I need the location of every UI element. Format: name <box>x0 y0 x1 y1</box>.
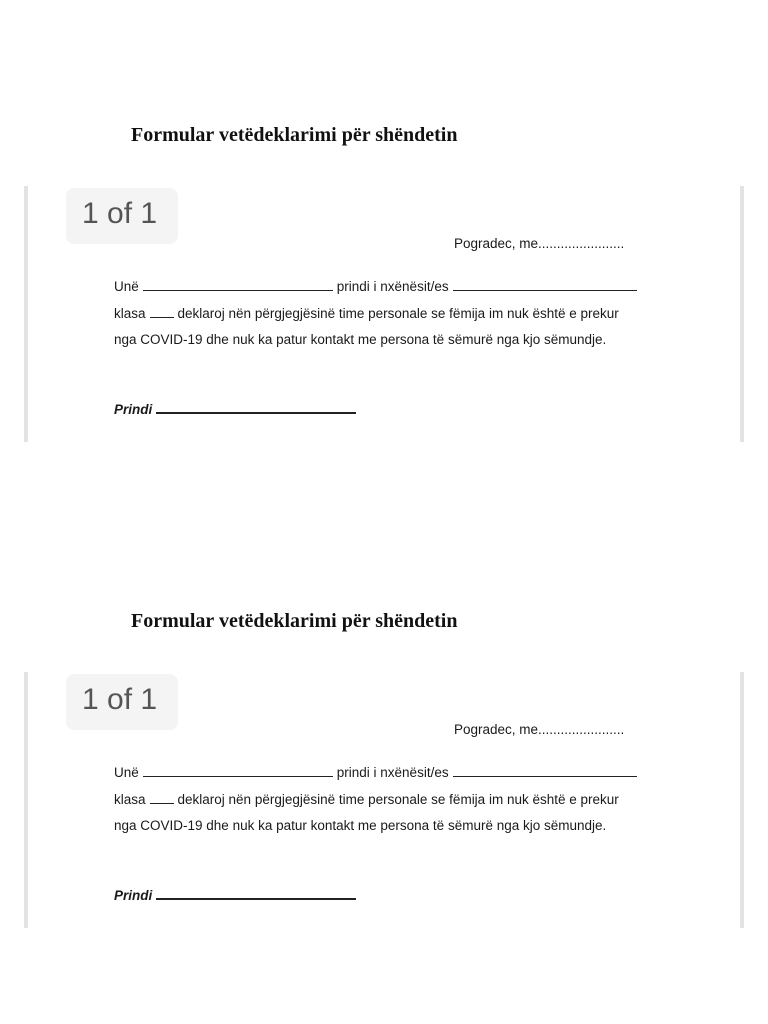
class-blank <box>150 791 174 804</box>
line-text: prindi i nxënësit/es <box>336 279 449 294</box>
signature-line <box>114 886 356 903</box>
form-title: Formular vetëdeklarimi për shëndetin <box>131 610 458 632</box>
signature-blank <box>156 886 356 900</box>
student-name-blank <box>453 764 637 777</box>
form-block-2 <box>0 486 768 946</box>
signature-label: Prindi <box>114 888 153 903</box>
signature-blank <box>156 400 356 414</box>
page-indicator: 1 of 1 <box>66 188 178 244</box>
form-title: Formular vetëdeklarimi për shëndetin <box>131 124 458 146</box>
class-blank <box>150 305 174 318</box>
line-text: klasa <box>114 792 146 807</box>
declaration-line-1 <box>114 764 637 780</box>
declaration-line-3: nga COVID-19 dhe nuk ka patur kontakt me persona të sëmurë nga kjo sëmundje. <box>114 332 607 347</box>
student-name-blank <box>453 278 637 291</box>
document-viewer[interactable] <box>24 672 744 928</box>
line-text: prindi i nxënësit/es <box>336 765 449 780</box>
line-text: klasa <box>114 306 146 321</box>
signature-line <box>114 400 356 417</box>
form-block-1 <box>0 0 768 460</box>
signature-label: Prindi <box>114 402 153 417</box>
line-text: Unë <box>114 279 139 294</box>
declaration-line-2 <box>114 305 619 321</box>
declaration-line-3: nga COVID-19 dhe nuk ka patur kontakt me persona të sëmurë nga kjo sëmundje. <box>114 818 607 833</box>
line-text: Unë <box>114 765 139 780</box>
line-text: deklaroj nën përgjegjësinë time personale se fëmija im nuk është e prekur <box>177 306 619 321</box>
declaration-line-1 <box>114 278 637 294</box>
page-indicator: 1 of 1 <box>66 674 178 730</box>
place-date: Pogradec, me....................... <box>454 236 625 251</box>
document-viewer[interactable] <box>24 186 744 442</box>
parent-name-blank <box>143 764 333 777</box>
declaration-line-2 <box>114 791 619 807</box>
place-date: Pogradec, me....................... <box>454 722 625 737</box>
parent-name-blank <box>143 278 333 291</box>
line-text: deklaroj nën përgjegjësinë time personale se fëmija im nuk është e prekur <box>177 792 619 807</box>
